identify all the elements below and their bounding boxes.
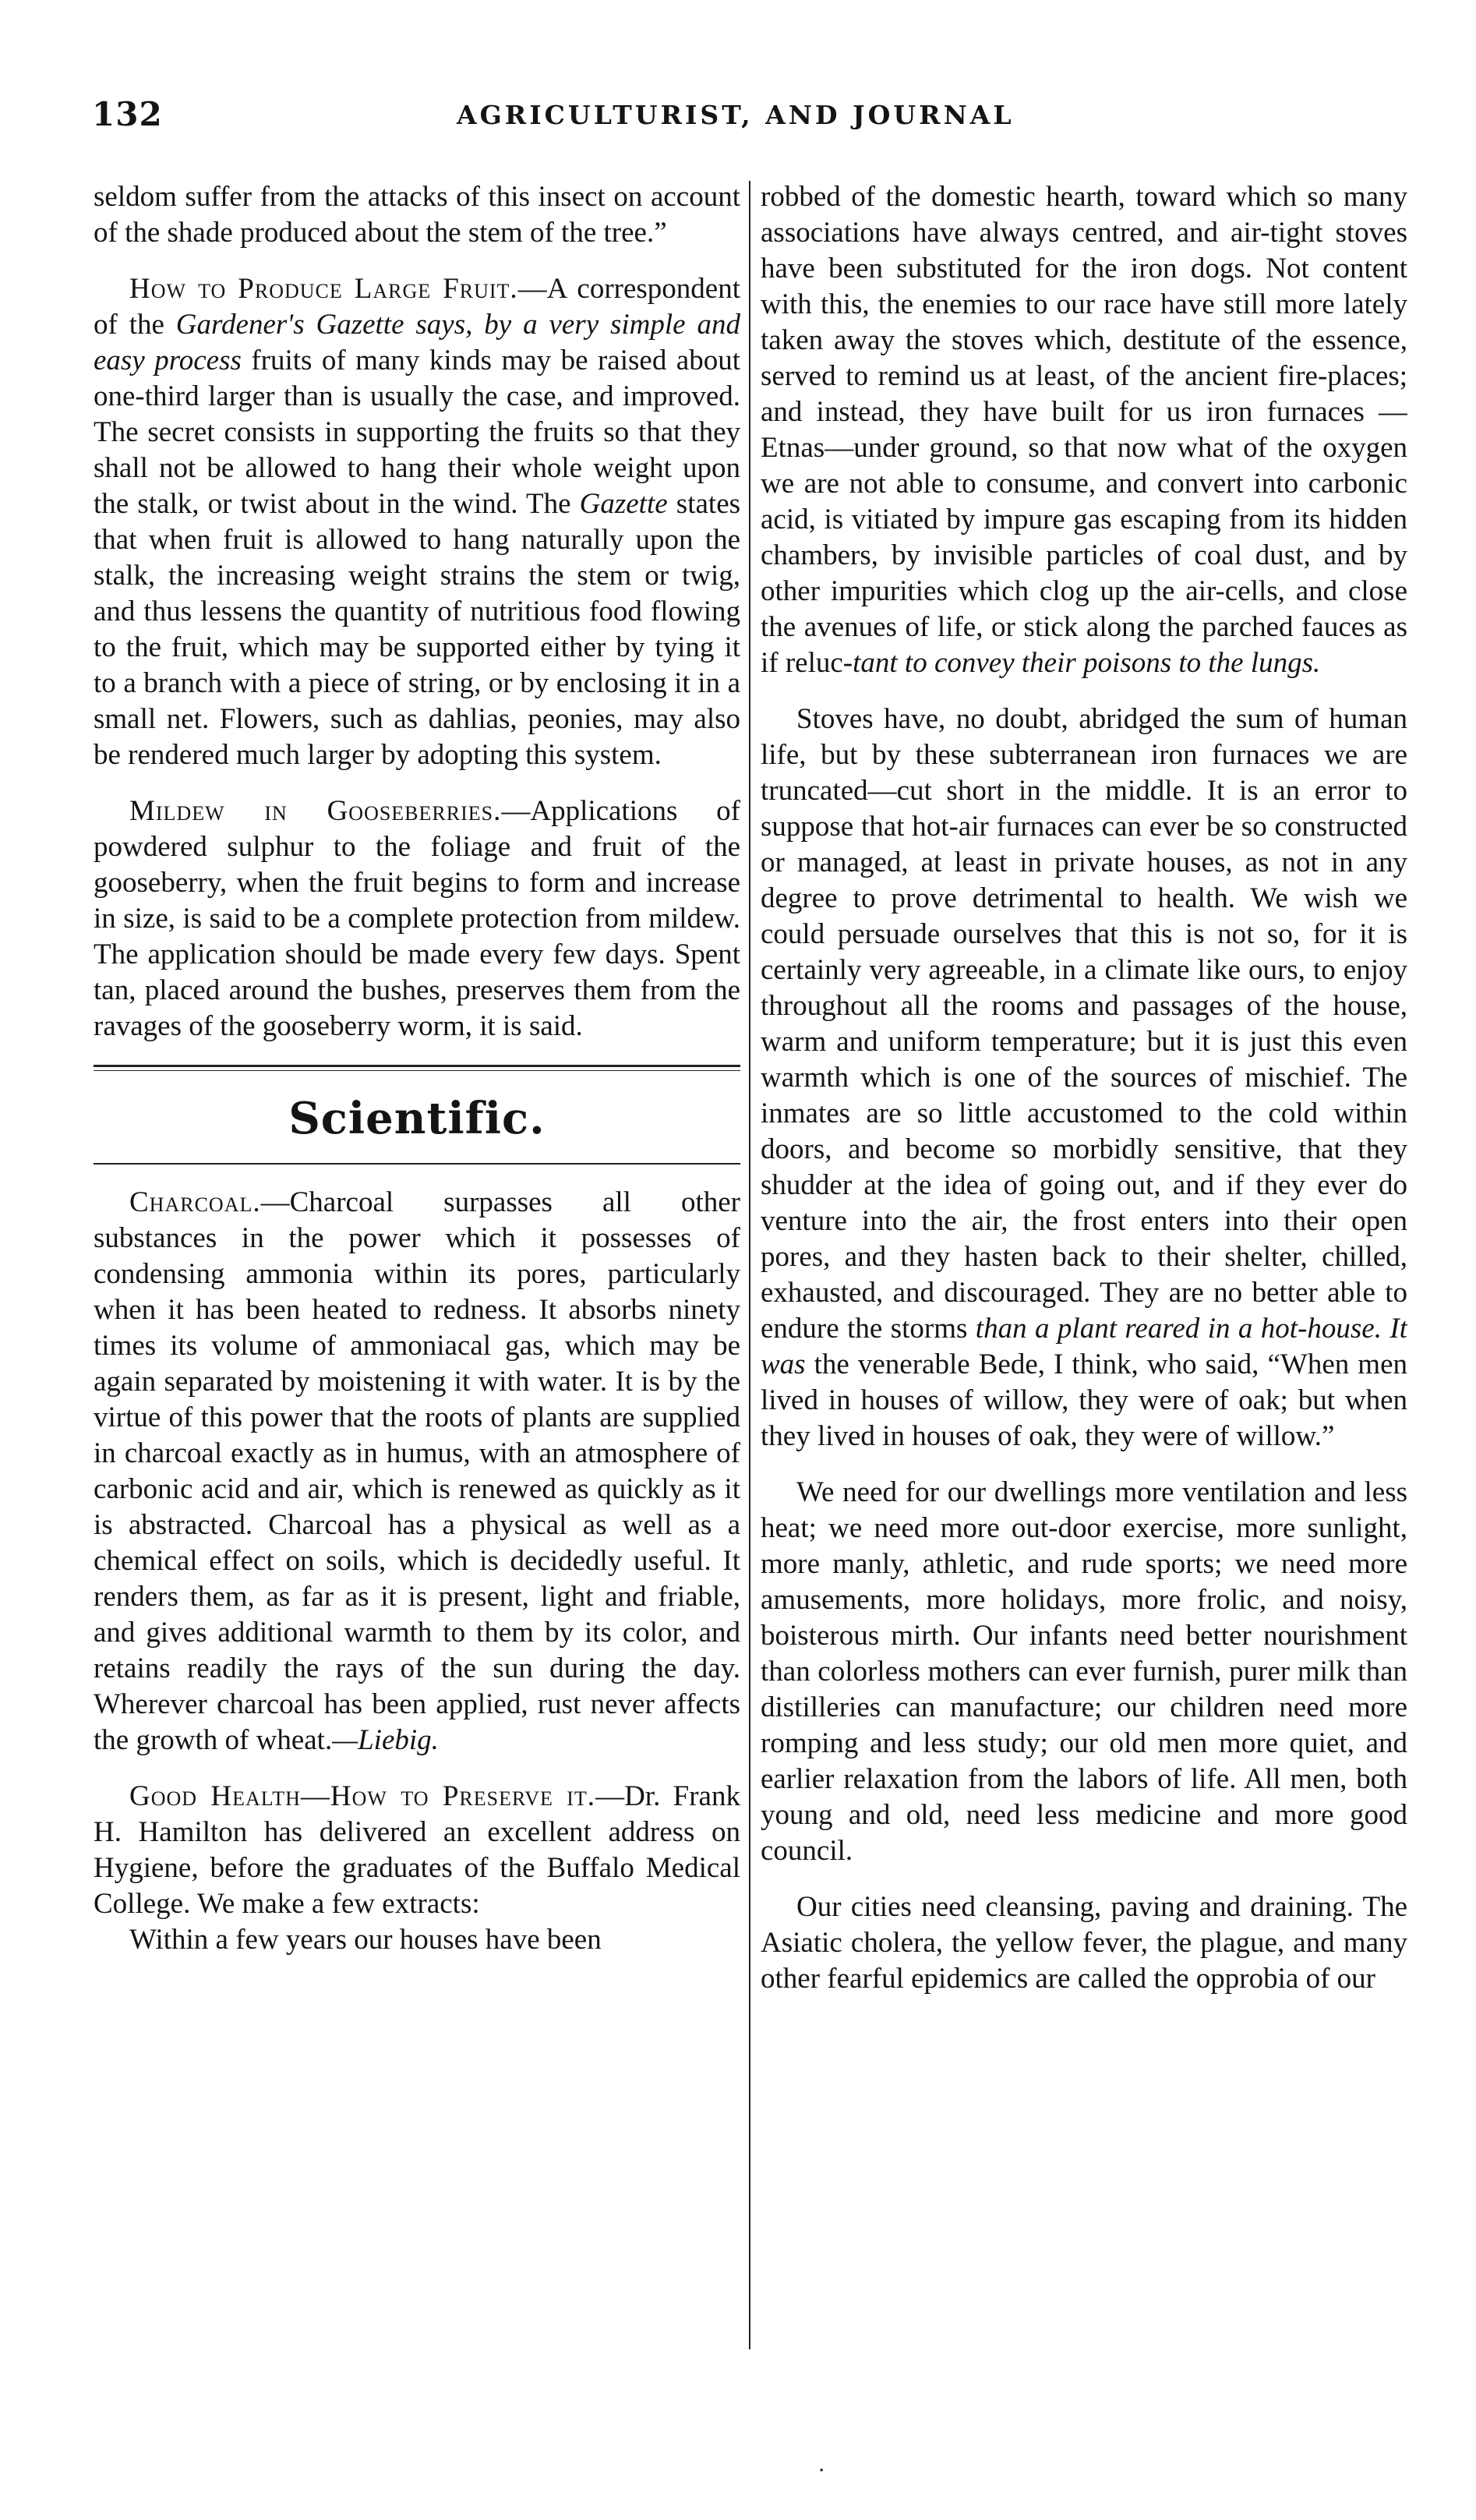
running-title: AGRICULTURIST, AND JOURNAL: [457, 100, 1015, 130]
article-title-mildew: Mildew in Gooseberries.: [129, 795, 502, 827]
article-title-large-fruit: How to Produce Large Fruit.: [129, 273, 518, 305]
page-header: [92, 95, 1409, 142]
section-rule-top: [94, 1065, 740, 1071]
paragraph-houses: Within a few years our houses have been: [129, 1924, 602, 1956]
right-column: [761, 179, 1407, 2354]
column-divider: [749, 181, 750, 2349]
footer-mark: ·: [818, 2459, 825, 2483]
paragraph-domestic-hearth: robbed of the domestic hearth, toward which so many associations have always centred, and air-tight stoves have been substituted for the iron dogs. Not content with this, the enemies to our race have still more lately taken away the stoves which, destitute of the essence, served to remind us at least, of the ancient fire-places; and instead, they have built for us iron furnaces —Etnas—under ground, so that now what of the oxygen we are not able to consume, and convert into carbonic acid, is vitiated by impure gas escaping from its hidden chambers, by invisible particles of coal dust, and by other impurities which clog up the air-cells, and close the avenues of life, or stick along the parched fauces as if reluc-tant to convey their poisons to the lungs.: [761, 181, 1407, 679]
paragraph-dwellings: We need for our dwellings more ventilation and less heat; we need more out-door exercise, more sunlight, more manly, athletic, and rude sports; we need more amusements, more holidays, more frolic, and noisy, boisterous mirth. Our infants need better nourishment than colorless mothers can ever furnish, purer milk than distilleries can manufacture; our children need more romping and less study; our old men more quiet, and earlier relaxation from the labors of life. All men, both young and old, need less medicine and more good council.: [761, 1476, 1407, 1867]
article-large-fruit: How to Produce Large Fruit.—A correspondent of the Gardener's Gazette says, by a very simple and easy process fruits of many kinds may be raised about one-third larger than is usually the case, and improved. The secret consists in supporting the fruits so that they shall not be allowed to hang their whole weight upon the stalk, or twist about in the wind. The Gazette states that when fruit is allowed to hang naturally upon the stalk, the increasing weight strains the stem or twig, and thus lessens the quantity of nutritious food flowing to the fruit, which may be supported either by tying it to a branch with a piece of string, or by enclosing it in a small net. Flowers, such as dahlias, peonies, may also be rendered much larger by adopting this system.: [94, 273, 740, 771]
article-title-charcoal: Charcoal.: [129, 1186, 261, 1218]
article-good-health: Good Health—How to Preserve it.—Dr. Frank H. Hamilton has delivered an excellent address on Hygiene, before the graduates of the Buffalo Medical College. We make a few extracts:: [94, 1780, 740, 1920]
section-heading: Scientific.: [288, 1093, 546, 1144]
left-column: [94, 179, 740, 2354]
article-mildew: Mildew in Gooseberries.—Applications of powdered sulphur to the foliage and fruit of the gooseberry, when the fruit begins to form and increase in size, is said to be a complete protection from mildew. The application should be made every few days. Spent tan, placed around the bushes, preserves them from the ravages of the gooseberry worm, it is said.: [94, 795, 740, 1042]
section-scientific: [94, 1065, 740, 1165]
article-charcoal: Charcoal.—Charcoal surpasses all other substances in the power which it possesses of condensing ammonia within its pores, particularly when it has been heated to redness. It absorbs ninety times its volume of ammoniacal gas, which may be again separated by moistening it with water. It is by the virtue of this power that the roots of plants are supplied in charcoal exactly as in humus, with an atmosphere of carbonic acid and air, which is renewed as quickly as it is abstracted. Charcoal has a physical as well as a chemical effect on soils, which is decidedly useful. It renders them, as far as it is present, light and friable, and gives additional warmth to them by its color, and retains readily the rays of the sun during the day. Wherever charcoal has been applied, rust never affects the growth of wheat.—Liebig.: [94, 1186, 740, 1756]
publication-name: Gardener's Gazette: [175, 309, 404, 341]
section-rule-bottom: [94, 1163, 740, 1165]
paragraph-shade-insect: seldom suffer from the attacks of this insect on account of the shade produced about the stem of the tree.”: [94, 181, 740, 249]
publication-name: Gazette: [579, 488, 668, 520]
paragraph-cities: Our cities need cleansing, paving and draining. The Asiatic cholera, the yellow fever, the plague, and many other fearful epidemics are called the opprobia of our: [761, 1891, 1407, 1995]
page-number: 132: [92, 95, 163, 133]
attribution: —Liebig.: [332, 1724, 439, 1756]
article-title-good-health: Good Health—How to Preserve it.: [129, 1780, 596, 1812]
paragraph-stoves: Stoves have, no doubt, abridged the sum of human life, but by these subterranean iron furnaces we are truncated—cut short in the middle. It is an error to suppose that hot-air furnaces can ever be so constructed or managed, at least in private houses, as not in any degree to prove detrimental to health. We wish we could persuade ourselves that this is not so, for it is certainly very agreeable, in a climate like ours, to enjoy throughout all the rooms and passages of the house, warm and uniform temperature; but it is just this even warmth which is one of the sources of mischief. The inmates are so little accustomed to the cold within doors, and become so morbidly sensitive, that they shudder at the idea of going out, and if they ever do venture into the air, the frost enters into their open pores, and they hasten back to their shelter, chilled, exhausted, and discouraged. They are no better able to endure the storms than a plant reared in a hot-house. It was the venerable Bede, I think, who said, “When men lived in houses of willow, they were of oak; but when they lived in houses of oak, they were of willow.”: [761, 703, 1407, 1452]
